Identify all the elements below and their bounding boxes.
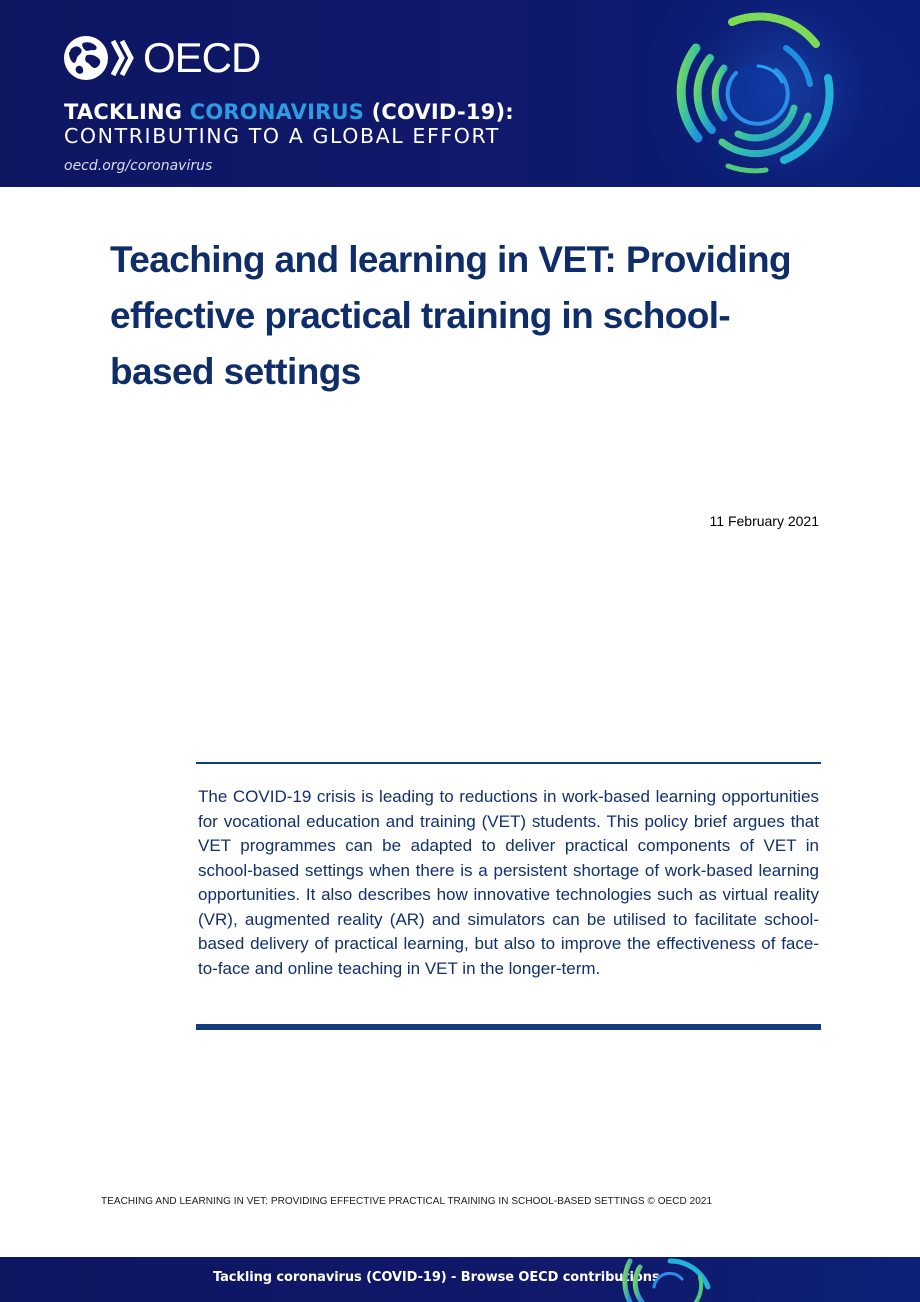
- footer-copyright: TEACHING AND LEARNING IN VET: PROVIDING EFFECTIVE PRACTICAL TRAINING IN SCHOOL-BASED SETTINGS © OECD 2021: [101, 1196, 713, 1207]
- abstract-top-rule: [196, 762, 821, 764]
- abstract-text: The COVID-19 crisis is leading to reductions in work-based learning opportunities for vocational education and training (VET) students. This policy brief argues that VET programmes can be adapted to deliver practical components of VET in school-based settings when there is a persistent shortage of work-based learning opportunities. It also describes how innovative technologies such as virtual reality (VR), augmented reality (AR) and simulators can be utilised to facilitate school-based delivery of practical learning, but also to improve the effectiveness of face-to-face and online teaching in VET in the longer-term.: [198, 787, 819, 978]
- banner-tagline: [64, 100, 514, 124]
- header-banner: [0, 0, 920, 187]
- tagline-suffix: (COVID-19):: [364, 100, 514, 124]
- concentric-rings-icon: [620, 1257, 720, 1302]
- publication-date: 11 February 2021: [709, 513, 819, 529]
- tagline-prefix: TACKLING: [64, 100, 190, 124]
- chevrons-icon: [111, 35, 141, 81]
- globe-icon: [63, 35, 109, 81]
- oecd-logo[interactable]: [63, 33, 260, 83]
- abstract-bottom-rule: [196, 1024, 821, 1030]
- logo-text: OECD: [143, 34, 261, 81]
- banner-url-link[interactable]: oecd.org/coronavirus: [64, 158, 213, 174]
- banner-subtitle: CONTRIBUTING TO A GLOBAL EFFORT: [64, 124, 500, 148]
- page-title: Teaching and learning in VET: Providing effective practical training in school-based settings: [110, 239, 792, 392]
- concentric-rings-icon: [666, 8, 846, 180]
- browse-contributions-link[interactable]: Tackling coronavirus (COVID-19) - Browse OECD contributions: [213, 1270, 660, 1285]
- bottom-bar: [0, 1257, 920, 1302]
- tagline-highlight: CORONAVIRUS: [189, 100, 365, 124]
